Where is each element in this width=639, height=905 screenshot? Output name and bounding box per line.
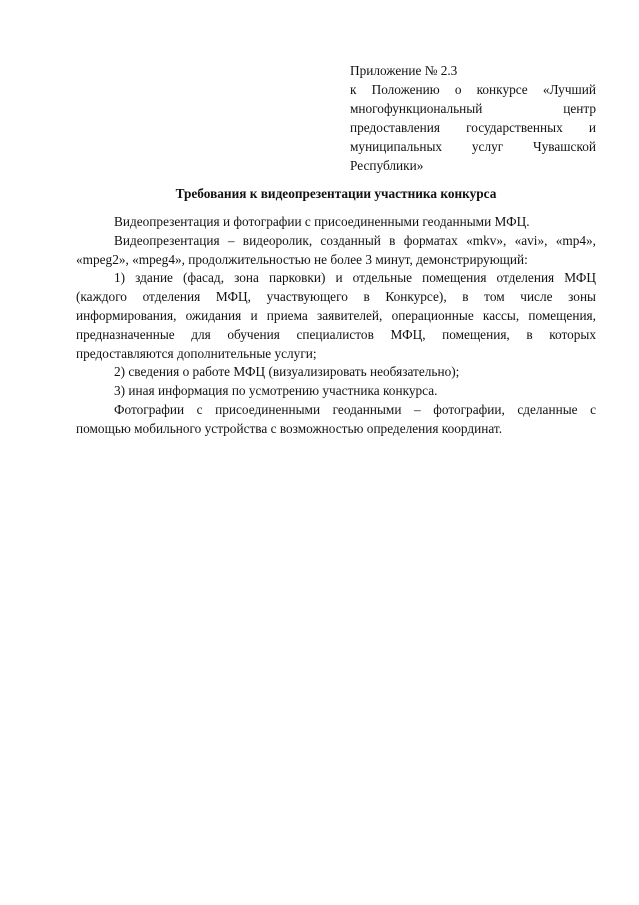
paragraph-line: Видеопрезентация и фотографии с присоединенными геоданными МФЦ. bbox=[114, 214, 530, 229]
appendix-line: многофункциональный центр bbox=[350, 101, 596, 116]
paragraph-line: Фотографии с присоединенными геоданными – фотографии, сделанные с bbox=[114, 401, 596, 417]
paragraph-line: 1) здание (фасад, зона парковки) и отдельные помещения отделения МФЦ bbox=[114, 270, 596, 286]
paragraph-line: 2) сведения о работе МФЦ (визуализировать необязательно); bbox=[114, 364, 460, 380]
appendix-line: Республики» bbox=[350, 158, 424, 173]
appendix-header bbox=[350, 61, 596, 175]
paragraph-line: «mpeg2», «mpeg4», продолжительностью не более 3 минут, демонстрирующий: bbox=[76, 251, 528, 267]
document-title: Требования к видеопрезентации участника конкурса bbox=[175, 186, 497, 201]
appendix-line: муниципальных услуг Чувашской bbox=[350, 139, 596, 154]
paragraph-line: информирования, ожидания и приема заявителей, операционные кассы, помещения, bbox=[76, 307, 596, 323]
paragraph-line: 3) иная информация по усмотрению участника конкурса. bbox=[114, 383, 438, 399]
appendix-line: к Положению о конкурсе «Лучший bbox=[350, 82, 596, 97]
paragraph-line: предоставляются дополнительные услуги; bbox=[76, 345, 317, 361]
paragraph-line: (каждого отделения МФЦ, участвующего в Конкурсе), в том числе зоны bbox=[76, 289, 596, 305]
appendix-line: предоставления государственных и bbox=[350, 120, 596, 135]
document-body bbox=[76, 213, 596, 439]
appendix-number: Приложение № 2.3 bbox=[350, 63, 458, 78]
paragraph-line: предназначенные для обучения специалистов МФЦ, помещения, в которых bbox=[76, 326, 596, 342]
paragraph-line: Видеопрезентация – видеоролик, созданный в форматах «mkv», «avi», «mp4», bbox=[114, 232, 596, 248]
paragraph-line: помощью мобильного устройства с возможностью определения координат. bbox=[76, 420, 503, 436]
